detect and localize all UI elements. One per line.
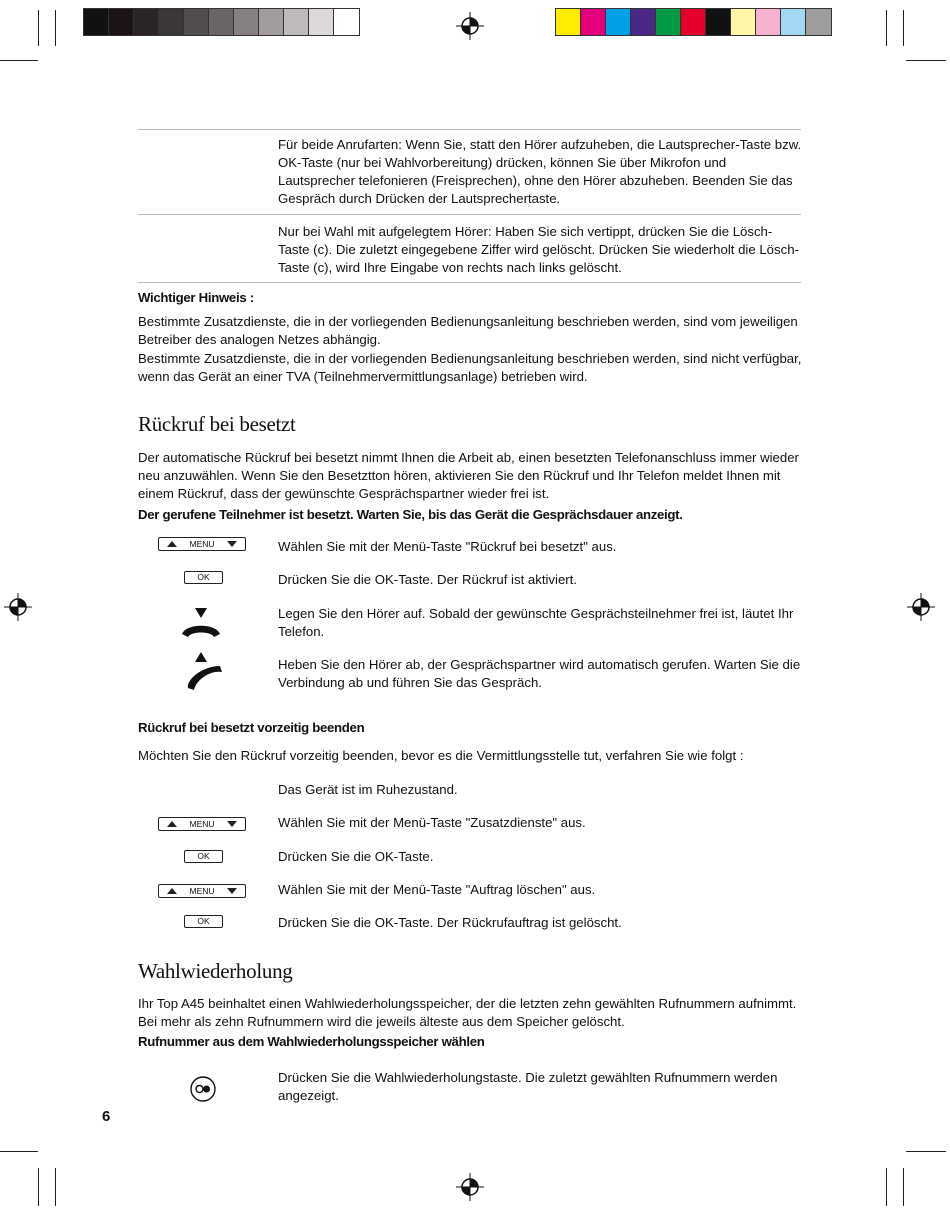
table-rule: [138, 214, 801, 215]
calibration-swatch: [681, 9, 706, 35]
calibration-swatch: [309, 9, 334, 35]
ok-key-label: OK: [197, 851, 210, 861]
cancel-step-4: Wählen Sie mit der Menü-Taste "Auftrag löschen" aus.: [278, 882, 596, 897]
cancel-intro: Möchten Sie den Rückruf vorzeitig beenden, bevor es die Vermittlungsstelle tut, verfahren Sie wie folgt :: [138, 748, 744, 763]
calibration-swatch: [134, 9, 159, 35]
ok-key-icon: [184, 850, 223, 863]
table-rule: [138, 282, 801, 283]
arrow-up-icon: [167, 821, 177, 827]
redial-body: Ihr Top A45 beinhaltet einen Wahlwiederholungsspeicher, der die letzten zehn gewählten Rufnummern aufnimmt. Bei mehr als zehn Rufnummern wird die jeweils älteste aus dem Speicher gelöscht.: [138, 996, 797, 1029]
notice-line-1: Bestimmte Zusatzdienste, die in der vorliegenden Bedienungsanleitung beschrieben werden, sind vom jeweiligen Betreiber des analogen Netzes abhängig.: [138, 314, 798, 347]
calibration-swatch: [209, 9, 234, 35]
arrow-down-icon: [227, 888, 237, 894]
section-title-redial: Wahlwiederholung: [138, 959, 293, 983]
ok-key-label: OK: [197, 572, 210, 582]
notice-heading: Wichtiger Hinweis :: [138, 290, 254, 305]
grayscale-calibration-bar: [83, 8, 360, 36]
ok-key-icon: [184, 915, 223, 928]
calibration-swatch: [184, 9, 209, 35]
calibration-swatch: [259, 9, 284, 35]
callback-step-2: Drücken Sie die OK-Taste. Der Rückruf ist aktiviert.: [278, 572, 578, 587]
arrow-up-icon: [167, 888, 177, 894]
calibration-swatch: [334, 9, 359, 35]
callback-step-4: Heben Sie den Hörer ab, der Gesprächspartner wird automatisch gerufen. Warten Sie die Verbindung ab und führen Sie das Gespräch.: [278, 657, 801, 690]
calibration-swatch: [756, 9, 781, 35]
section-title-callback: Rückruf bei besetzt: [138, 412, 296, 436]
menu-key-label: MENU: [189, 819, 215, 829]
calibration-swatch: [806, 9, 831, 35]
calibration-swatch: [581, 9, 606, 35]
intro-paragraph-2: Nur bei Wahl mit aufgelegtem Hörer: Haben Sie sich vertippt, drücken Sie die Lösch-Taste (c). Die zuletzt eingegebene Ziffer wird gelöscht. Drücken Sie wiederholt die Lösch-Taste (c), wird Ihre Eingabe von rechts nach links gelöscht.: [278, 224, 799, 275]
cancel-heading: Rückruf bei besetzt vorzeitig beenden: [138, 720, 365, 735]
registration-mark-left: [4, 593, 32, 621]
handset-hang-up-icon: [178, 606, 224, 640]
cancel-step-1: Das Gerät ist im Ruhezustand.: [278, 782, 458, 797]
menu-key-icon: [158, 884, 246, 898]
registration-mark-top: [456, 12, 484, 40]
calibration-swatch: [631, 9, 656, 35]
intro-paragraph-1: Für beide Anrufarten: Wenn Sie, statt den Hörer aufzuheben, die Lautsprecher-Taste bzw. OK-Taste (nur bei Wahlvorbereitung) drücken, können Sie über Mikrofon und Lautsprecher telefonieren (Freisprechen), ohne den Hörer abzuheben. Beenden Sie das Gespräch durch Drücken der Lautsprechertaste.: [278, 137, 802, 206]
color-calibration-bar: [555, 8, 832, 36]
ok-key-label: OK: [197, 916, 210, 926]
registration-mark-right: [907, 593, 935, 621]
calibration-swatch: [656, 9, 681, 35]
redial-subheading: Rufnummer aus dem Wahlwiederholungsspeicher wählen: [138, 1034, 485, 1049]
table-rule: [138, 129, 801, 130]
registration-mark-bottom: [456, 1173, 484, 1201]
arrow-up-icon: [167, 541, 177, 547]
callback-step-3: Legen Sie den Hörer auf. Sobald der gewünschte Gesprächsteilnehmer frei ist, läutet Ihr Telefon.: [278, 606, 794, 639]
menu-key-icon: [158, 817, 246, 831]
page-number: 6: [102, 1108, 111, 1125]
calibration-swatch: [731, 9, 756, 35]
calibration-swatch: [781, 9, 806, 35]
calibration-swatch: [84, 9, 109, 35]
ok-key-icon: [184, 571, 223, 584]
arrow-down-icon: [227, 821, 237, 827]
menu-key-icon: [158, 537, 246, 551]
redial-step: Drücken Sie die Wahlwiederholungstaste. Die zuletzt gewählten Rufnummern werden angezeigt.: [278, 1070, 778, 1103]
calibration-swatch: [284, 9, 309, 35]
calibration-swatch: [234, 9, 259, 35]
cancel-step-3: Drücken Sie die OK-Taste.: [278, 849, 434, 864]
callback-condition: Der gerufene Teilnehmer ist besetzt. Warten Sie, bis das Gerät die Gesprächsdauer anzeigt.: [138, 507, 683, 522]
notice-line-2: Bestimmte Zusatzdienste, die in der vorliegenden Bedienungsanleitung beschrieben werden, sind nicht verfügbar, wenn das Gerät an einer TVA (Teilnehmervermittlungsanlage) betrieben wird.: [138, 351, 802, 384]
handset-pick-up-icon: [180, 650, 226, 692]
callback-step-1: Wählen Sie mit der Menü-Taste "Rückruf bei besetzt" aus.: [278, 539, 617, 554]
calibration-swatch: [706, 9, 731, 35]
cancel-step-5: Drücken Sie die OK-Taste. Der Rückrufauftrag ist gelöscht.: [278, 915, 622, 930]
calibration-swatch: [109, 9, 134, 35]
calibration-swatch: [606, 9, 631, 35]
calibration-swatch: [556, 9, 581, 35]
cancel-step-2: Wählen Sie mit der Menü-Taste "Zusatzdienste" aus.: [278, 815, 586, 830]
menu-key-label: MENU: [189, 886, 215, 896]
arrow-down-icon: [227, 541, 237, 547]
calibration-swatch: [159, 9, 184, 35]
redial-key-icon: [189, 1075, 217, 1103]
callback-body: Der automatische Rückruf bei besetzt nimmt Ihnen die Arbeit ab, einen besetzten Telefonanschluss immer wieder neu anzuwählen. Wenn Sie den Besetztton hören, aktivieren Sie den Rückruf und Ihr Telefon meldet Ihnen mit einem Rückruf, dass der gewünschte Gesprächspartner wieder frei ist.: [138, 450, 799, 501]
menu-key-label: MENU: [189, 539, 215, 549]
